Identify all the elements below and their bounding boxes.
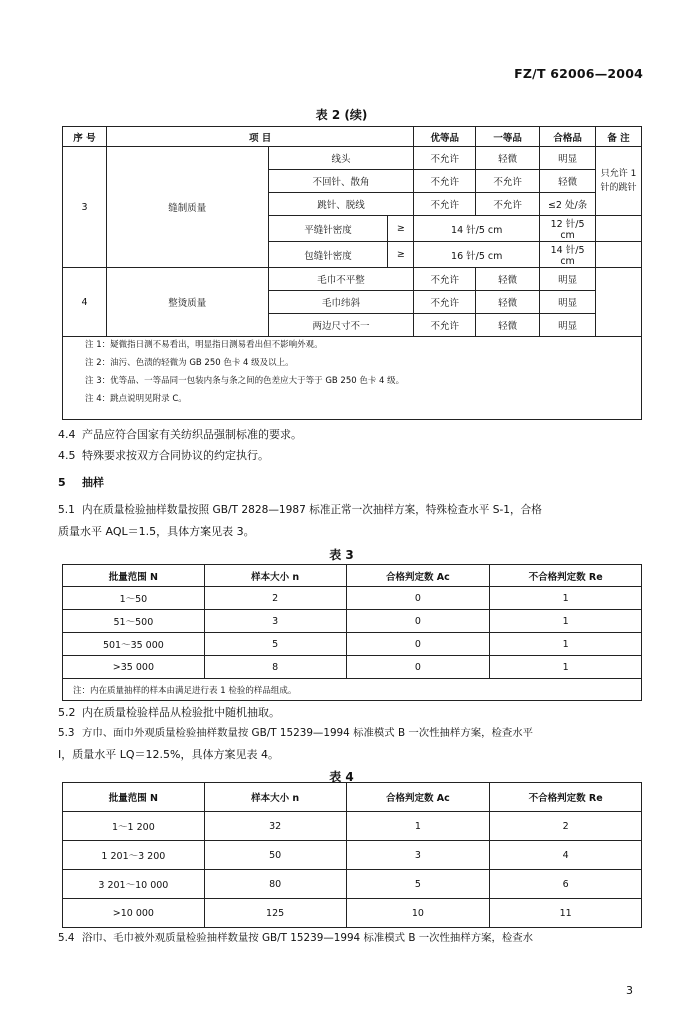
table2-seq-4: 4 (63, 268, 107, 337)
clause-4-4 (58, 424, 643, 445)
table2-note: 注 2：油污、色渍的轻微为 GB 250 色卡 4 级及以上。 (85, 358, 294, 368)
table3-cell: 1 (490, 587, 642, 610)
table2-header-grade2: 一等品 (476, 127, 540, 147)
section-title: 抽样 (82, 476, 104, 489)
table3-cell: 501～35 000 (63, 633, 205, 656)
table3-header: 批量范围 N (63, 565, 205, 587)
table3-cell: 0 (346, 633, 490, 656)
table2-cell: 12 针/5 cm (540, 216, 596, 242)
document-number: FZ/T 62006—2004 (514, 66, 643, 81)
clause-5-3 (58, 723, 643, 744)
table2-item-label: 不回针、散角 (268, 170, 414, 193)
table3-header: 样本大小 n (204, 565, 346, 587)
table2-cell: 不允许 (414, 193, 476, 216)
table2-item-label: 跳针、脱线 (268, 193, 414, 216)
clause-text: 产品应符合国家有关纺织品强制标准的要求。 (82, 428, 302, 441)
table2-remark-4 (596, 268, 642, 337)
table2-cell: 16 针/5 cm (414, 242, 540, 268)
table2-empty-remark (596, 216, 642, 242)
table3-cell: 3 (204, 610, 346, 633)
table2-header-grade3: 合格品 (540, 127, 596, 147)
clause-number: 5.3 (58, 727, 75, 739)
table3-cell: 5 (204, 633, 346, 656)
table4-header: 批量范围 N (63, 783, 205, 812)
table2-item-label: 线头 (268, 147, 414, 170)
table2-cell: 14 针/5 cm (414, 216, 540, 242)
table4-cell: 1 (346, 812, 490, 841)
table2-remark-3: 只允许 1 针的跳针 (596, 147, 642, 216)
table2-item-label: 毛巾不平整 (268, 268, 414, 291)
table2-cell: 14 针/5 cm (540, 242, 596, 268)
table2-cell: 不允许 (414, 147, 476, 170)
table4-cell: 32 (204, 812, 346, 841)
table2-note: 注 1：疑微指日测不易看出，明显指日测易看出但不影响外观。 (85, 340, 323, 350)
clause-number: 5.4 (58, 932, 75, 944)
table2-cell: 不允许 (476, 170, 540, 193)
table2-cell: 轻微 (476, 314, 540, 337)
table4-cell: 50 (204, 841, 346, 870)
table2-cell: 明显 (540, 291, 596, 314)
table2-header-remark: 备 注 (596, 127, 642, 147)
clause-text: 内在质量检验样品从检验批中随机抽取。 (82, 706, 280, 719)
clause-text: 内在质量检验抽样数量按照 GB/T 2828—1987 标准正常一次抽样方案，特殊检查水平 S-1，合格 (82, 504, 542, 516)
table3-cell: 0 (346, 587, 490, 610)
table2-group-name-4: 整烫质量 (106, 268, 268, 337)
table4-header: 合格判定数 Ac (346, 783, 490, 812)
table2-group-name-3: 缝制质量 (106, 147, 268, 268)
table2-cell: 轻微 (476, 291, 540, 314)
clause-5-1 (58, 500, 643, 521)
table2-empty-remark (596, 242, 642, 268)
table3-cell: >35 000 (63, 656, 205, 679)
table2-note: 注 4：跳点说明见附录 C。 (85, 394, 187, 404)
table2-cell: 不允许 (414, 314, 476, 337)
table4-cell: 5 (346, 870, 490, 899)
table3-cell: 51～500 (63, 610, 205, 633)
table2-seq-3: 3 (63, 147, 107, 268)
table2-cell: 轻微 (476, 147, 540, 170)
clause-number: 5.1 (58, 504, 75, 516)
table2-item-label: 毛巾纬斜 (268, 291, 414, 314)
table2-header-item: 项 目 (106, 127, 413, 147)
table4-cell: 10 (346, 899, 490, 928)
table4-caption: 表 4 (329, 770, 354, 784)
table4-header: 不合格判定数 Re (490, 783, 642, 812)
table2-cell: 不允许 (414, 291, 476, 314)
clause-number: 4.4 (58, 428, 76, 441)
table2-notes (62, 330, 642, 420)
table4-cell: 4 (490, 841, 642, 870)
table4-cell: 11 (490, 899, 642, 928)
table2-ge-sign: ≥ (388, 242, 414, 268)
clause-number: 4.5 (58, 449, 76, 462)
clause-4-5 (58, 445, 643, 466)
table3-caption: 表 3 (329, 548, 354, 562)
table2-header-seq: 序 号 (63, 127, 107, 147)
page-number: 3 (626, 984, 633, 997)
clause-5-4 (58, 928, 643, 949)
clause-text: 特殊要求按双方合同协议的约定执行。 (82, 449, 269, 462)
table2-cell: ≤2 处/条 (540, 193, 596, 216)
table3-cell: 0 (346, 610, 490, 633)
table2-header-grade1: 优等品 (414, 127, 476, 147)
table2-cell: 不允许 (476, 193, 540, 216)
table2-caption: 表 2 (续) (315, 108, 368, 122)
table3-cell: 1 (490, 633, 642, 656)
table2-cell: 不允许 (414, 268, 476, 291)
clause-5-2 (58, 702, 643, 723)
table2-cell: 明显 (540, 268, 596, 291)
table3-note: 注：内在质量抽样的样本由满足进行表 1 检验的样品组成。 (63, 679, 642, 701)
table3-cell: 0 (346, 656, 490, 679)
table2-cell: 明显 (540, 314, 596, 337)
table2 (62, 126, 642, 337)
table4-header: 样本大小 n (204, 783, 346, 812)
table3-header: 合格判定数 Ac (346, 565, 490, 587)
table4-cell: 1～1 200 (63, 812, 205, 841)
table2-note: 注 3：优等品、一等品同一包装内条与条之间的色差应大于等于 GB 250 色卡 4 级。 (85, 376, 405, 386)
table3-cell: 1 (490, 610, 642, 633)
table4-cell: 80 (204, 870, 346, 899)
table4-cell: >10 000 (63, 899, 205, 928)
table4-cell: 3 (346, 841, 490, 870)
table3-header: 不合格判定数 Re (490, 565, 642, 587)
clause-text: 方巾、面巾外观质量检验抽样数量按 GB/T 15239—1994 标准模式 B 一次性抽样方案，检查水平 (82, 727, 534, 739)
section-5-heading (58, 472, 643, 493)
table2-cell: 明显 (540, 147, 596, 170)
table4-cell: 125 (204, 899, 346, 928)
clause-5-3-cont: Ⅰ，质量水平 LQ＝12.5%，具体方案见表 4。 (58, 748, 279, 761)
table2-item-label: 平缝针密度 (268, 216, 388, 242)
table4-cell: 1 201～3 200 (63, 841, 205, 870)
clause-text: 浴巾、毛巾被外观质量检验抽样数量按 GB/T 15239—1994 标准模式 B 一次性抽样方案，检查水 (82, 932, 534, 944)
table4 (62, 782, 642, 928)
table2-cell: 不允许 (414, 170, 476, 193)
table3-cell: 8 (204, 656, 346, 679)
table4-cell: 6 (490, 870, 642, 899)
table2-cell: 轻微 (476, 268, 540, 291)
clause-5-1-cont: 质量水平 AQL＝1.5，具体方案见表 3。 (58, 525, 255, 538)
table2-item-label: 包缝针密度 (268, 242, 388, 268)
table4-cell: 3 201～10 000 (63, 870, 205, 899)
table2-item-label: 两边尺寸不一 (268, 314, 414, 337)
table4-cell: 2 (490, 812, 642, 841)
table2-ge-sign: ≥ (388, 216, 414, 242)
section-number: 5 (58, 476, 66, 489)
table2-cell: 轻微 (540, 170, 596, 193)
table3-cell: 1～50 (63, 587, 205, 610)
table3 (62, 564, 642, 701)
table3-cell: 1 (490, 656, 642, 679)
clause-number: 5.2 (58, 706, 76, 719)
table3-cell: 2 (204, 587, 346, 610)
